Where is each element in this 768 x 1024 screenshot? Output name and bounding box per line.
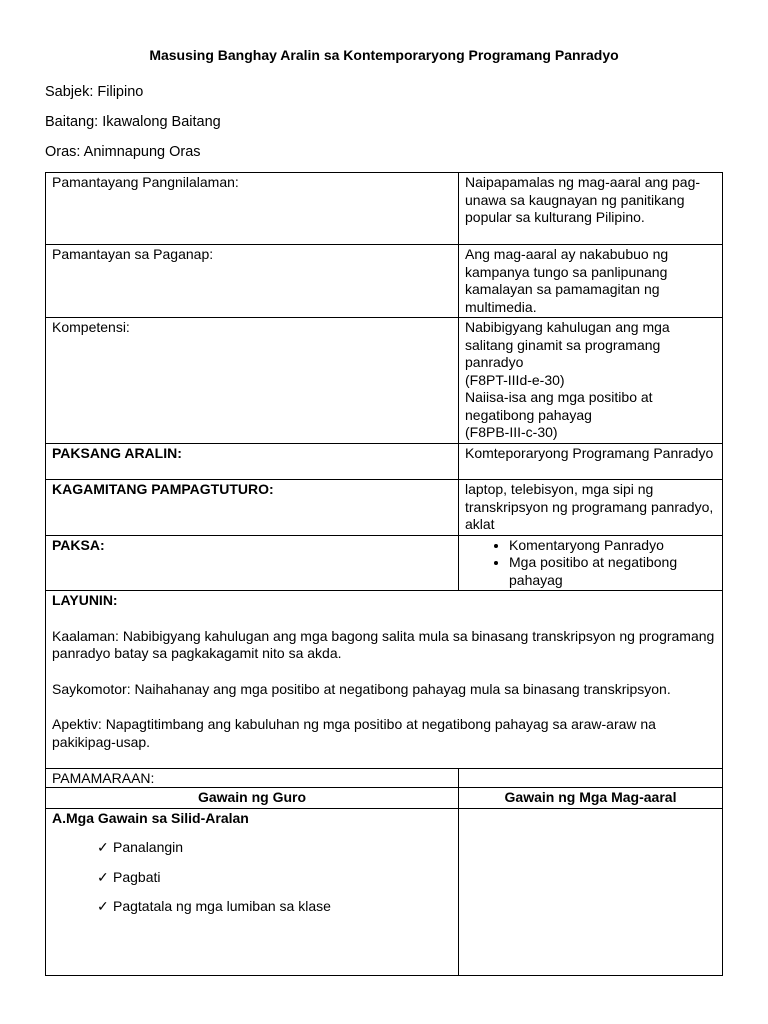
- materials-value: laptop, telebisyon, mga sipi ng transkripsyon ng programang panradyo, aklat: [459, 480, 723, 536]
- topic-value: [459, 535, 723, 591]
- competency-code: (F8PB-III-c-30): [465, 424, 558, 440]
- grade-line: Baitang: Ikawalong Baitang: [45, 114, 221, 130]
- topic-list: [465, 537, 716, 590]
- table-row: [46, 480, 723, 536]
- table-row: [46, 591, 723, 769]
- topic-label: PAKSA:: [46, 535, 459, 591]
- objective-affective: Apektiv: Napagtitimbang ang kabuluhan ng mga positibo at negatibong pahayag sa araw-araw na pakikipag-usap.: [52, 716, 656, 750]
- table-row: [46, 318, 723, 444]
- check-icon: ✓: [97, 839, 109, 855]
- competency-label: Kompetensi:: [46, 318, 459, 444]
- table-row: [46, 173, 723, 245]
- objective-knowledge: Kaalaman: Nabibigyang kahulugan ang mga bagong salita mula sa binasang transkripsyon ng programang panradyo batay sa pagkakagamit nito sa akda.: [52, 627, 715, 661]
- content-standard-label: Pamantayang Pangnilalaman:: [46, 173, 459, 245]
- subject-matter-label: PAKSANG ARALIN:: [46, 444, 459, 480]
- procedure-empty-cell: [459, 769, 723, 788]
- table-row: [46, 535, 723, 591]
- table-row: [46, 808, 723, 975]
- checklist-item: ✓ Pagtatala ng mga lumiban sa klase: [97, 898, 331, 914]
- student-activities-cell: [459, 808, 723, 975]
- students-column-header: Gawain ng Mga Mag-aaral: [459, 788, 723, 809]
- competency-code: (F8PT-IIId-e-30): [465, 371, 565, 388]
- document-title: Masusing Banghay Aralin sa Kontemporaryong Programang Panradyo: [149, 47, 619, 63]
- performance-standard-value: Ang mag-aaral ay nakabubuo ng kampanya tungo sa panlipunang kamalayan sa pamamagitan ng multimedia.: [459, 245, 723, 318]
- table-row: [46, 788, 723, 809]
- teacher-activities-cell: [46, 808, 459, 975]
- objectives-cell: [46, 591, 723, 769]
- competency-line: Naiisa-isa ang mga positibo at negatibong pahayag: [465, 389, 653, 423]
- competency-value: [459, 318, 723, 444]
- subject-matter-value: Komteporaryong Programang Panradyo: [459, 444, 723, 480]
- time-line: Oras: Animnapung Oras: [45, 144, 201, 160]
- section-a-heading: A.Mga Gawain sa Silid-Aralan: [52, 809, 249, 826]
- table-row: [46, 769, 723, 788]
- list-item: • Mga positibo at negatibong pahayag: [509, 554, 716, 589]
- objectives-label: LAYUNIN:: [52, 592, 118, 608]
- checklist-item: ✓ Panalangin: [97, 839, 184, 855]
- content-standard-value: Naipapamalas ng mag-aaral ang pag-unawa sa kaugnayan ng panitikang popular sa kulturang Pilipino.: [459, 173, 723, 245]
- table-row: [46, 444, 723, 480]
- subject-line: Sabjek: Filipino: [45, 84, 144, 100]
- teacher-column-header: Gawain ng Guro: [46, 788, 459, 809]
- lesson-plan-table: [45, 172, 723, 976]
- materials-label: KAGAMITANG PAMPAGTUTURO:: [46, 480, 459, 536]
- competency-line: Nabibigyang kahulugan ang mga salitang ginamit sa programang panradyo: [465, 319, 670, 370]
- check-icon: ✓: [97, 868, 109, 885]
- table-row: [46, 245, 723, 318]
- performance-standard-label: Pamantayan sa Paganap:: [46, 245, 459, 318]
- checklist-item: ✓ Pagbati: [97, 868, 161, 885]
- check-icon: ✓: [97, 898, 109, 914]
- procedure-label: PAMAMARAAN:: [46, 769, 459, 788]
- objective-psychomotor: Saykomotor: Naihahanay ang mga positibo at negatibong pahayag mula sa binasang transkripsyon.: [52, 680, 671, 697]
- list-item: • Komentaryong Panradyo: [509, 537, 716, 555]
